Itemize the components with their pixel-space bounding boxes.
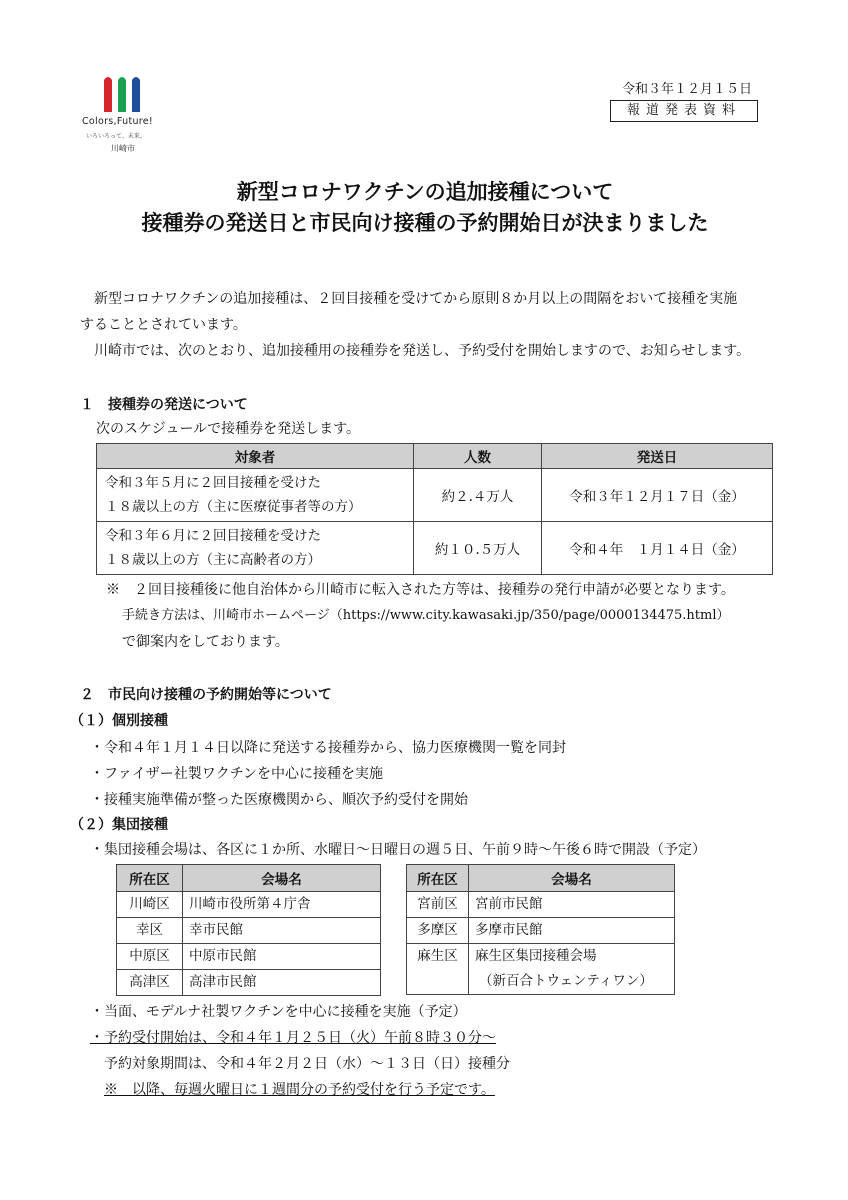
column-header-target: 対象者 — [97, 444, 414, 469]
ward-cell: 中原区 — [117, 944, 183, 970]
target-line-1: 令和３年６月に２回目接種を受けた — [105, 528, 321, 544]
intro-paragraph-1-line-1: 新型コロナワクチンの追加接種は、２回目接種を受けてから原則８か月以上の間隔をおいて接種を実施 — [80, 291, 738, 307]
table-row — [407, 892, 675, 918]
target-line-1: 令和３年５月に２回目接種を受けた — [105, 475, 321, 491]
logo-bars-icon — [102, 74, 142, 112]
venue-subname: （新百合トウェンティワン） — [479, 973, 653, 989]
column-header-venue: 会場名 — [183, 865, 381, 892]
logo-bar-green — [118, 77, 126, 112]
venue-cell: 多摩市民館 — [469, 918, 675, 944]
table-row — [97, 522, 773, 575]
venue-cell: 中原市民館 — [183, 944, 381, 970]
logo-brand-text: Colors,Future! — [82, 116, 154, 127]
section-1-note-line-3: で御案内をしております。 — [122, 634, 289, 650]
count-cell: 約１０.５万人 — [414, 522, 542, 575]
target-cell — [97, 469, 414, 522]
table-row — [407, 944, 675, 995]
venue-cell: 宮前市民館 — [469, 892, 675, 918]
target-cell — [97, 522, 414, 575]
weekly-reservation-note: ※ 以降、毎週火曜日に１週間分の予約受付を行う予定です。 — [104, 1082, 495, 1098]
intro-paragraph-1-line-2: することとされています。 — [80, 317, 247, 333]
target-line-2: １８歳以上の方（主に医療従事者等の方） — [105, 499, 362, 515]
release-date: 令和３年１２月１５日 — [622, 82, 753, 97]
logo-tagline: いろいろって、未来。 — [86, 133, 146, 140]
ward-cell: 麻生区 — [407, 944, 469, 995]
column-header-ward: 所在区 — [407, 865, 469, 892]
venue-name: 麻生区集団接種会場 — [475, 948, 597, 964]
column-header-venue: 会場名 — [469, 865, 675, 892]
column-header-ward: 所在区 — [117, 865, 183, 892]
venue-cell: 幸市民館 — [183, 918, 381, 944]
city-logo — [82, 74, 182, 158]
reservation-period: 予約対象期間は、令和４年２月２日（水）～１３日（日）接種分 — [104, 1056, 510, 1072]
ward-cell: 川崎区 — [117, 892, 183, 918]
reservation-start: ・予約受付開始は、令和４年１月２５日（火）午前８時３０分～ — [90, 1030, 496, 1046]
individual-vaccination-heading: （１）個別接種 — [70, 713, 168, 729]
venue-cell — [469, 944, 675, 995]
target-line-2: １８歳以上の方（主に高齢者の方） — [105, 552, 321, 568]
logo-city-name: 川崎市 — [111, 144, 135, 153]
section-1-note-line-1: ※ ２回目接種後に他自治体から川崎市に転入された方等は、接種券の発行申請が必要となります。 — [106, 582, 735, 598]
group-venue-schedule: ・集団接種会場は、各区に１か所、水曜日～日曜日の週５日、午前９時～午後６時で開設（予定） — [90, 842, 706, 858]
group-vaccination-heading: （２）集団接種 — [70, 817, 168, 833]
list-item: ・令和４年１月１４日以降に発送する接種券から、協力医療機関一覧を同封 — [90, 740, 566, 756]
press-release-label: 報道発表資料 — [610, 100, 758, 122]
ship-date-cell: 令和３年１２月１７日（金） — [542, 469, 773, 522]
table-row — [117, 970, 381, 996]
title-line-2: 接種券の発送日と市民向け接種の予約開始日が決まりました — [141, 211, 709, 235]
ward-cell: 宮前区 — [407, 892, 469, 918]
column-header-ship-date: 発送日 — [542, 444, 773, 469]
logo-bar-blue — [132, 77, 140, 112]
venue-header-row — [117, 865, 381, 892]
list-item: ・接種実施準備が整った医療機関から、順次予約受付を開始 — [90, 792, 468, 808]
venue-cell: 川崎市役所第４庁舎 — [183, 892, 381, 918]
venue-header-row — [407, 865, 675, 892]
section-1-note-line-2: 手続き方法は、川崎市ホームページ（https://www.city.kawasaki.jp/350/page/0000134475.html） — [122, 608, 730, 623]
ward-cell: 多摩区 — [407, 918, 469, 944]
section-1-lead: 次のスケジュールで接種券を発送します。 — [96, 421, 361, 437]
count-cell: 約２.４万人 — [414, 469, 542, 522]
vaccine-note: ・当面、モデルナ社製ワクチンを中心に接種を実施（予定） — [90, 1004, 467, 1020]
intro-paragraph-2: 川崎市では、次のとおり、追加接種用の接種券を発送し、予約受付を開始しますので、お知らせします。 — [80, 343, 751, 359]
list-item: ・ファイザー社製ワクチンを中心に接種を実施 — [90, 766, 384, 782]
table-row — [117, 892, 381, 918]
ward-cell: 高津区 — [117, 970, 183, 996]
ship-date-cell: 令和４年 １月１４日（金） — [542, 522, 773, 575]
shipping-schedule-table — [96, 443, 773, 575]
title-line-1: 新型コロナワクチンの追加接種について — [236, 180, 614, 204]
table-row — [407, 918, 675, 944]
venue-table-right — [406, 864, 675, 995]
ward-cell: 幸区 — [117, 918, 183, 944]
section-1-heading: １ 接種券の発送について — [80, 397, 248, 413]
schedule-header-row — [97, 444, 773, 469]
venue-cell: 高津市民館 — [183, 970, 381, 996]
table-row — [97, 469, 773, 522]
table-row — [117, 944, 381, 970]
column-header-count: 人数 — [414, 444, 542, 469]
logo-bar-red — [104, 77, 112, 112]
section-2-heading: ２ 市民向け接種の予約開始等について — [80, 687, 332, 703]
venue-table-left — [116, 864, 381, 996]
table-row — [117, 918, 381, 944]
